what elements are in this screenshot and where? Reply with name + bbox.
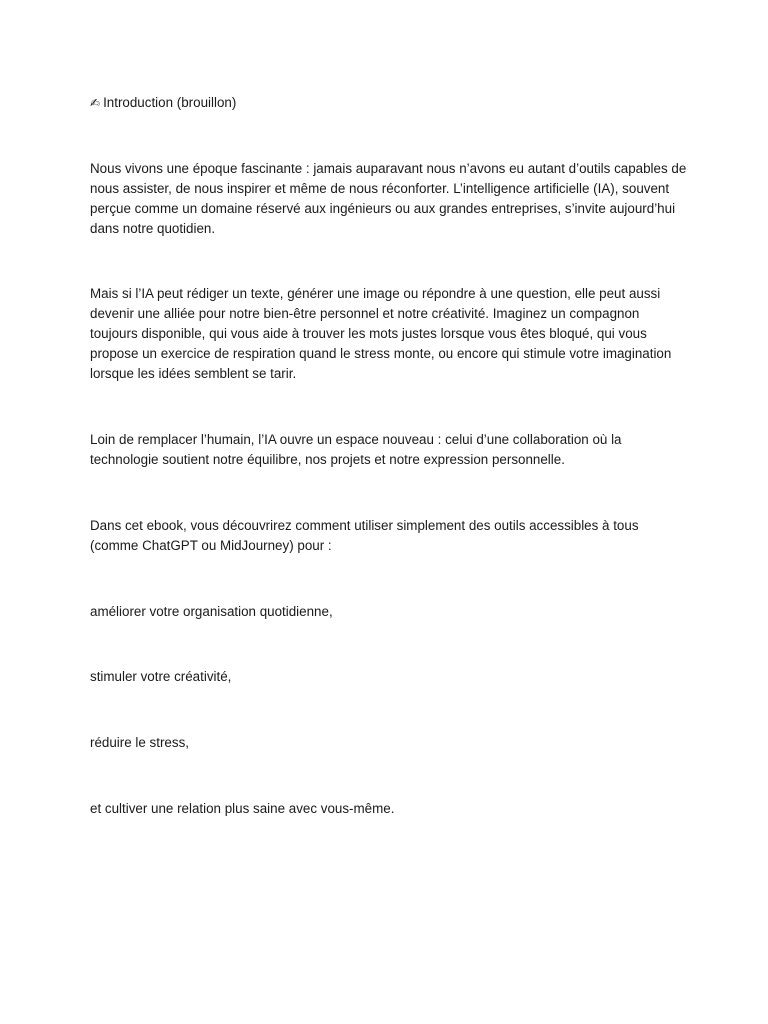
paragraph-collaboration: Loin de remplacer l’humain, l’IA ouvre un espace nouveau : celui d’une collaboration où la technologie soutient notre équilibre, nos projets et notre expression personnelle.	[90, 432, 622, 467]
title-text: Introduction (brouillon)	[103, 95, 237, 110]
paragraph-ebook: Dans cet ebook, vous découvrirez comment utiliser simplement des outils accessibles à tous (comme ChatGPT ou MidJourney) pour :	[90, 518, 639, 553]
list-item: stimuler votre créativité,	[90, 669, 232, 684]
list-item: et cultiver une relation plus saine avec vous-même.	[90, 801, 395, 816]
paragraph-intro: Nous vivons une époque fascinante : jamais auparavant nous n’avons eu autant d’outils capables de nous assister, de nous inspirer et même de nous réconforter. L’intelligence artificielle (IA), souvent perçue comme un domaine réservé aux ingénieurs ou aux grandes entreprises, s’invite aujourd’hui dans notre quotidien.	[90, 161, 687, 236]
list-item: réduire le stress,	[90, 735, 189, 750]
writing-hand-icon: ✍	[90, 96, 101, 110]
paragraph-wellbeing: Mais si l’IA peut rédiger un texte, générer une image ou répondre à une question, elle peut aussi devenir une alliée pour notre bien-être personnel et notre créativité. Imaginez un compagnon toujours disponible, qui vous aide à trouver les mots justes lorsque vous êtes bloqué, qui vous propose un exercice de respiration quand le stress monte, ou encore qui stimule votre imagination lorsque les idées semblent se tarir.	[90, 286, 672, 381]
list-item: améliorer votre organisation quotidienne,	[90, 604, 333, 619]
document-title	[90, 93, 690, 113]
